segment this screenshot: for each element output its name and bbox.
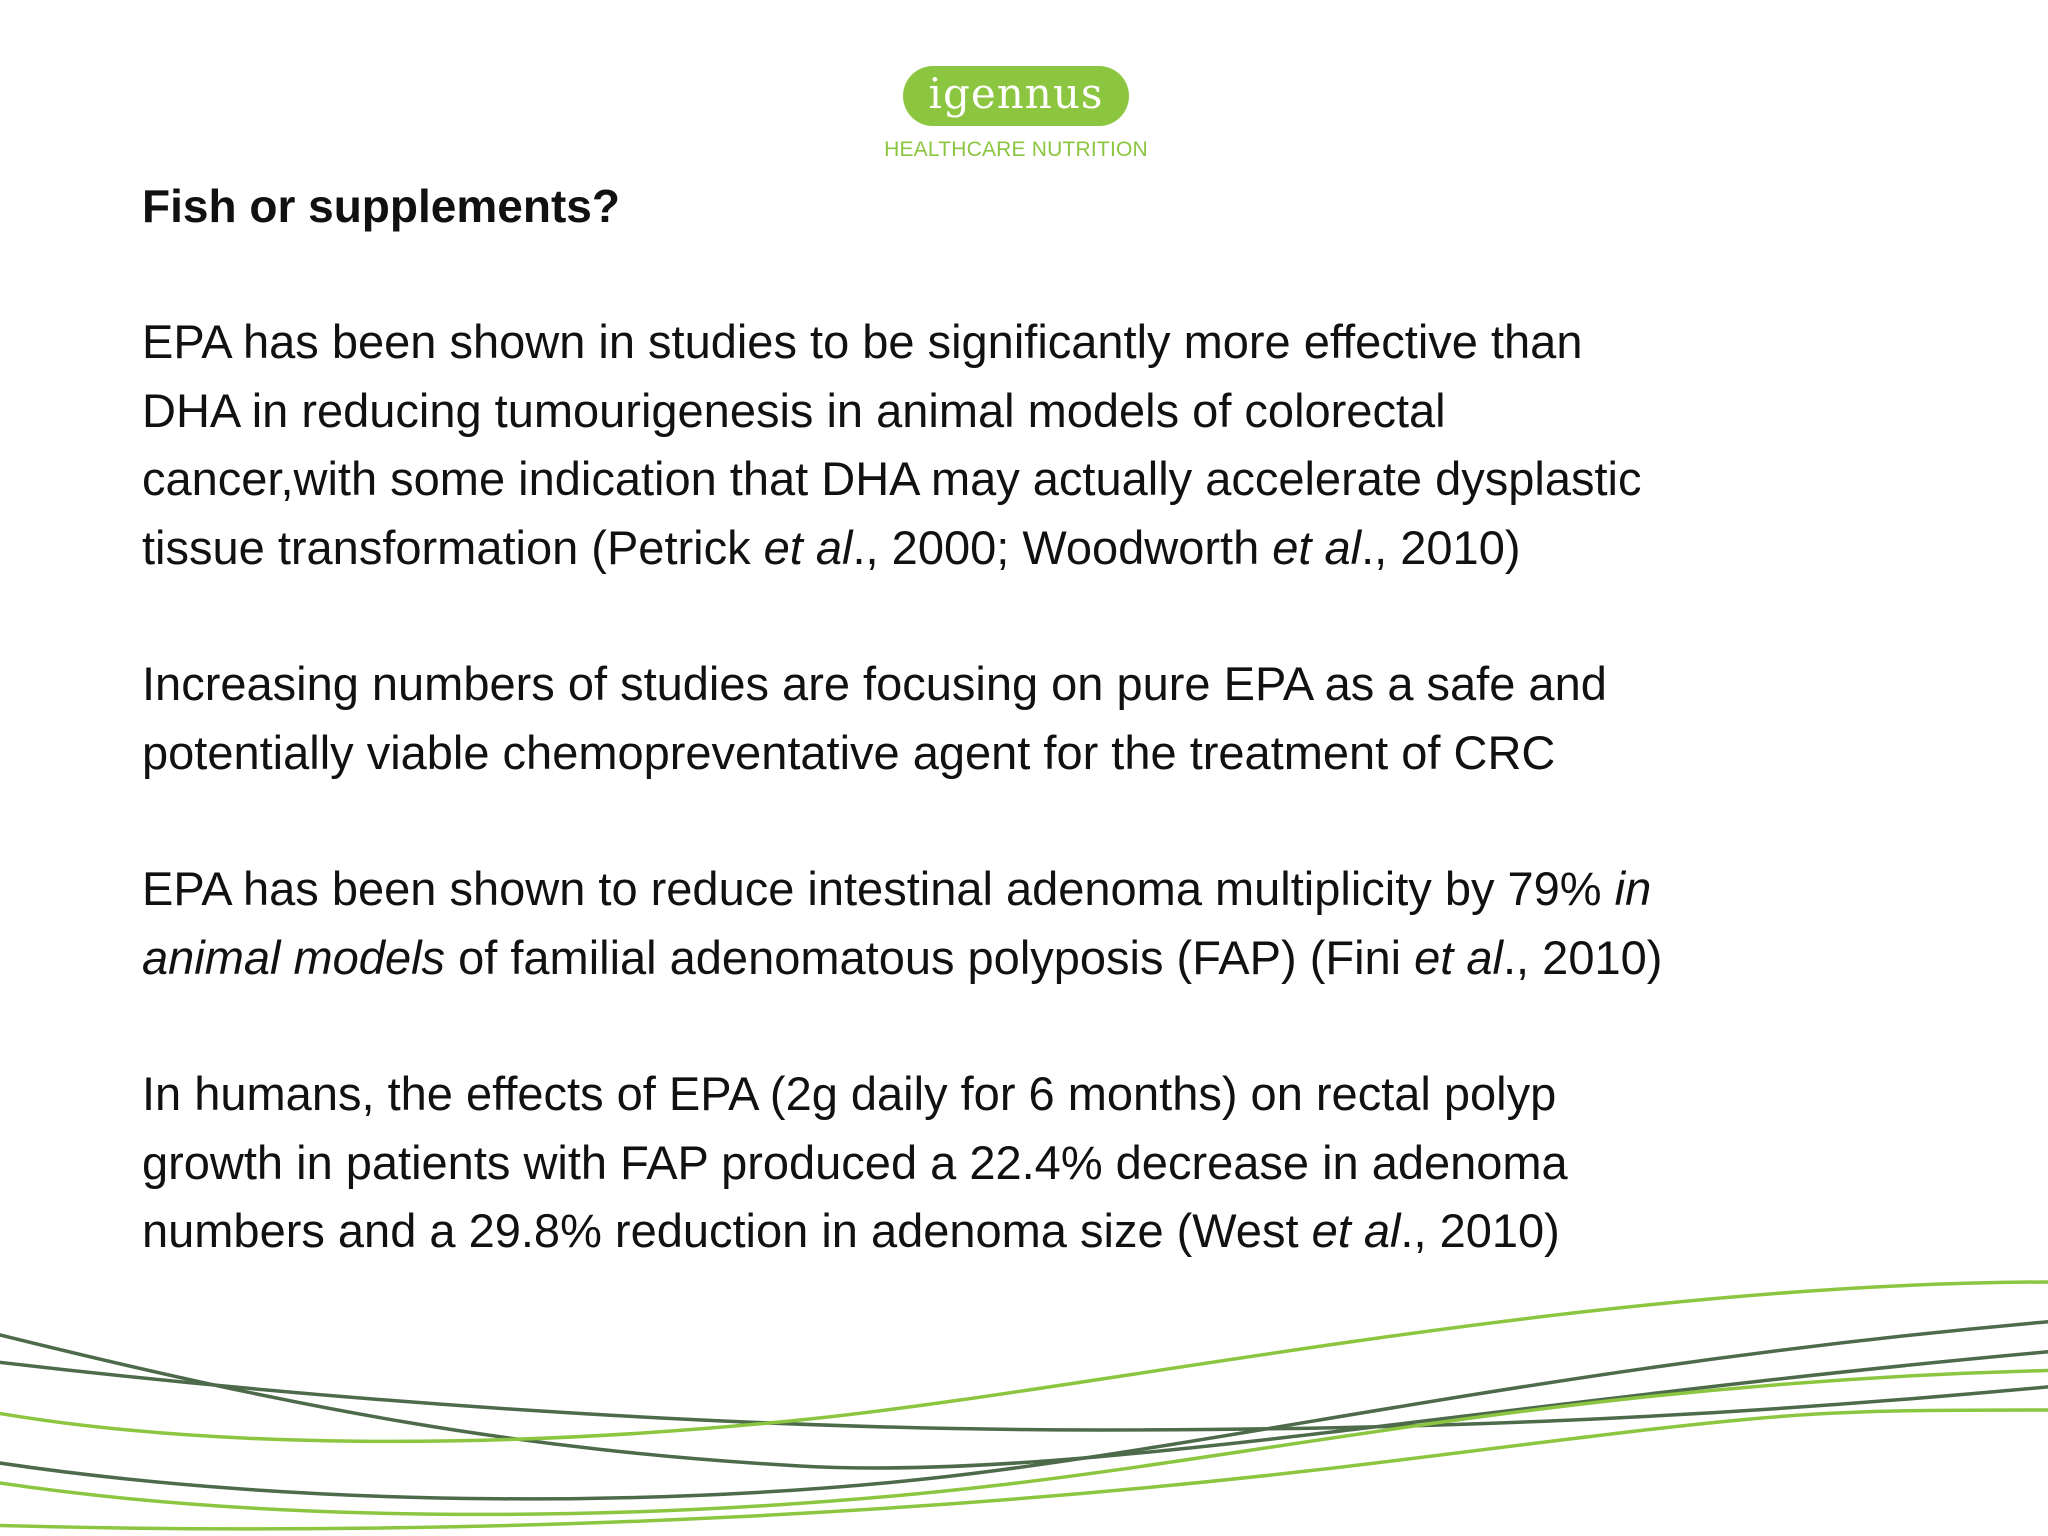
slide-content — [142, 172, 1932, 1266]
text-line: EPA has been shown in studies to be significantly more effective than — [142, 315, 1583, 368]
text-line: cancer,with some indication that DHA may actually accelerate dysplastic — [142, 452, 1642, 505]
paragraph-adenoma-multiplicity — [142, 855, 1932, 992]
text-line: Increasing numbers of studies are focusing on pure EPA as a safe and — [142, 657, 1607, 710]
text-line: In humans, the effects of EPA (2g daily for 6 months) on rectal polyp — [142, 1067, 1557, 1120]
wave-line-green-1 — [0, 1282, 2048, 1441]
text-line: tissue transformation (Petrick et al., 2000; Woodworth et al., 2010) — [142, 520, 1521, 574]
text-line: DHA in reducing tumourigenesis in animal models of colorectal — [142, 383, 1446, 437]
paragraph-human-fap-results — [142, 1060, 1932, 1266]
wave-line-dark-1 — [0, 1330, 2048, 1468]
text-line: numbers and a 29.8% reduction in adenoma size (West et al., 2010) — [142, 1204, 1560, 1257]
slide-heading: Fish or supplements? — [142, 180, 620, 232]
text-line: animal models of familial adenomatous polyposis (FAP) (Fini et al., 2010) — [142, 930, 1663, 984]
paragraph-pure-epa-studies — [142, 650, 1932, 787]
igennus-logo — [873, 66, 1159, 162]
text-line: growth in patients with FAP produced a 22.4% decrease in adenoma — [142, 1135, 1568, 1189]
decorative-wave-lines — [0, 1260, 2048, 1536]
paragraph-epa-vs-dha — [142, 308, 1932, 582]
text-line: EPA has been shown to reduce intestinal adenoma multiplicity by 79% in — [142, 862, 1652, 915]
logo-wordmark: igennus — [903, 66, 1130, 126]
logo-tagline: HEALTHCARE NUTRITION — [884, 138, 1148, 161]
text-line: potentially viable chemopreventative agent for the treatment of CRC — [142, 725, 1556, 779]
